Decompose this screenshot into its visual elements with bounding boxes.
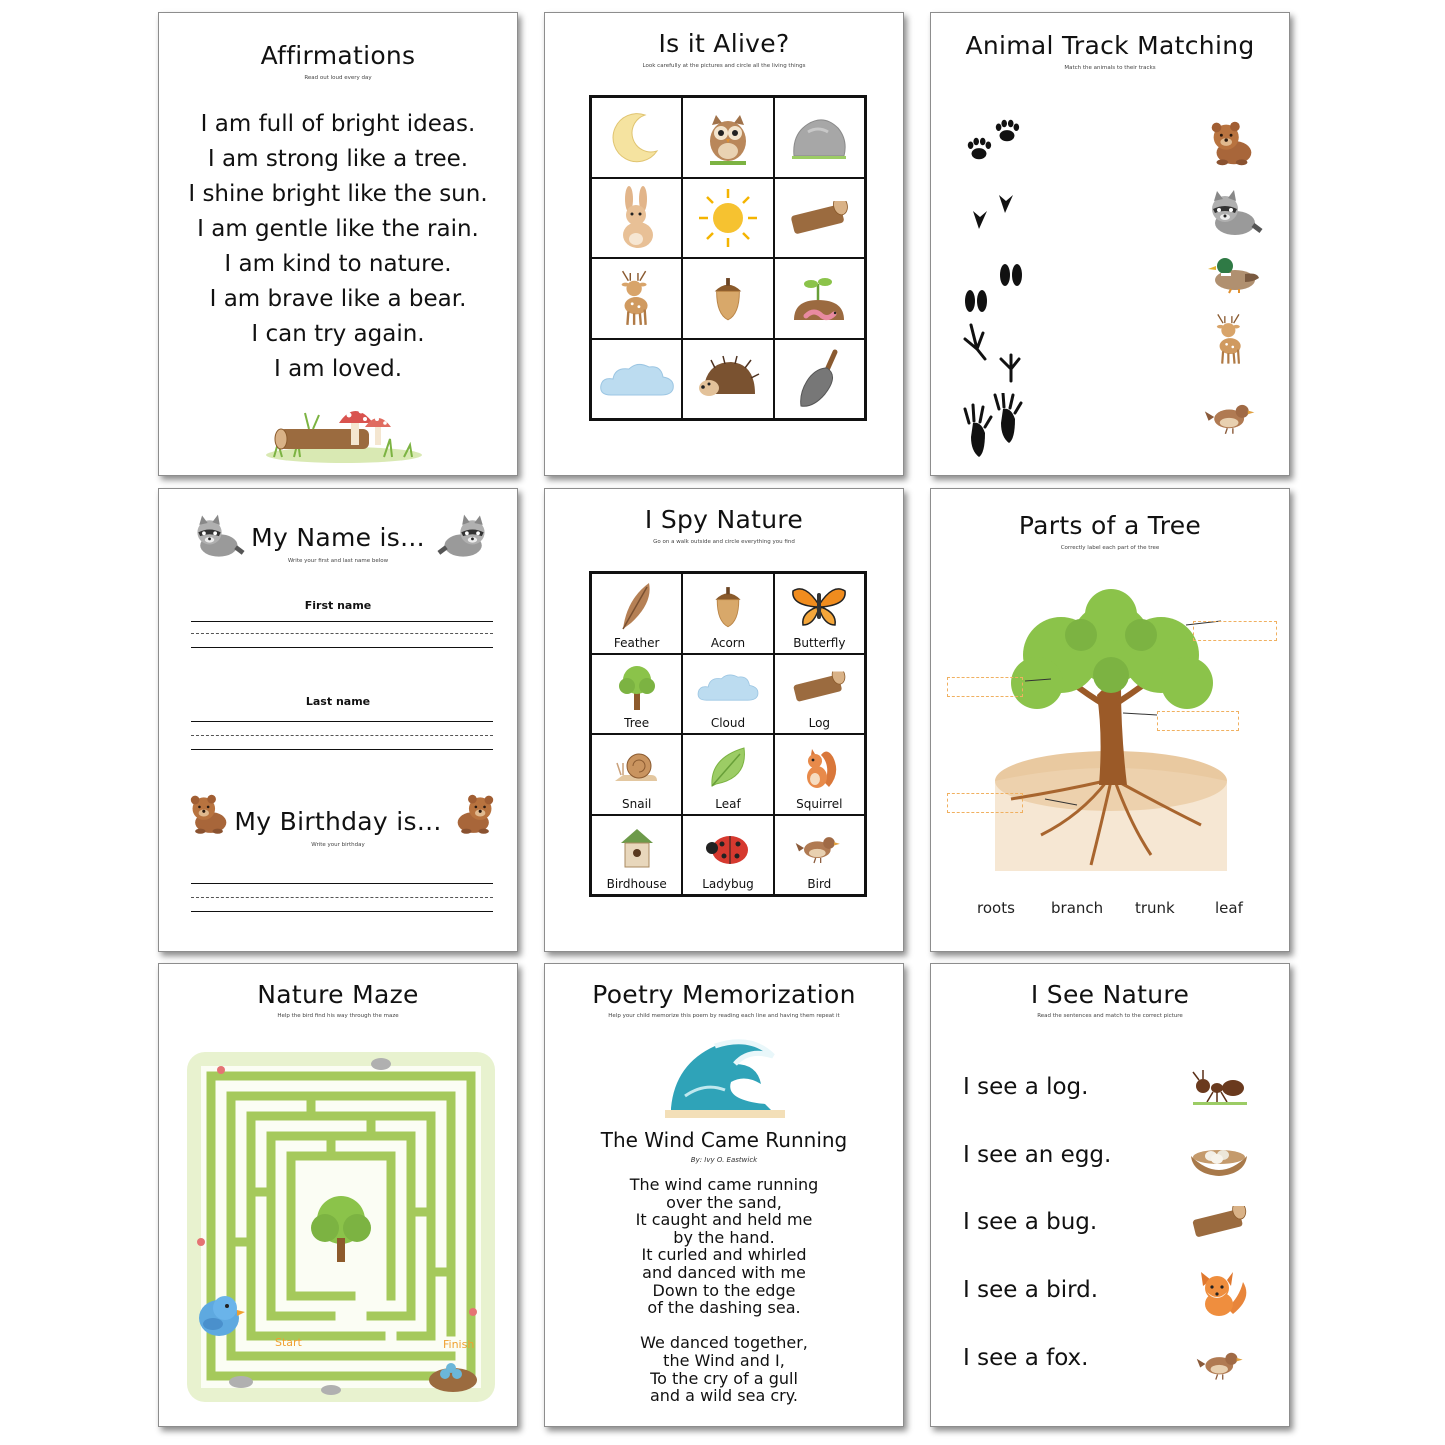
cloud-icon [695, 670, 761, 704]
grid-cell[interactable] [774, 178, 865, 259]
spy-grid [589, 571, 867, 897]
grid-cell[interactable] [591, 654, 682, 735]
birthday-title: My Birthday is... [234, 807, 442, 836]
parts-of-tree-card [930, 488, 1290, 952]
page-subtitle: Match the animals to their tracks [1064, 65, 1156, 71]
duck-track-icon [965, 191, 1025, 237]
tree-icon [615, 662, 659, 712]
grid-cell[interactable] [774, 97, 865, 178]
bunny-icon [612, 185, 662, 251]
poem-body [545, 1176, 903, 1405]
page-title: Animal Track Matching [965, 31, 1255, 60]
first-name-baseline [191, 647, 493, 648]
grid-cell[interactable] [682, 178, 773, 259]
cell-label: Snail [622, 796, 652, 811]
cloud-icon [597, 359, 677, 399]
page-title: I Spy Nature [644, 505, 804, 534]
snail-icon [613, 749, 661, 785]
birthday-baseline [191, 911, 493, 912]
branch-label-box[interactable] [947, 677, 1023, 697]
cell-label: Squirrel [796, 796, 843, 811]
log-icon [785, 196, 853, 240]
butterfly-icon [791, 583, 847, 629]
grid-cell[interactable] [774, 734, 865, 815]
i-see-nature-card [930, 963, 1290, 1427]
ant-icon[interactable] [1189, 1068, 1251, 1108]
poem-line: To the cry of a gull [650, 1368, 798, 1388]
grid-cell[interactable] [682, 97, 773, 178]
mushroom-log-icon [249, 399, 439, 463]
acorn-icon [709, 273, 747, 323]
page-title: Parts of a Tree [1018, 511, 1202, 540]
grid-cell[interactable] [682, 573, 773, 654]
nature-maze-card [158, 963, 518, 1427]
cell-label: Log [808, 716, 831, 730]
moon-icon [609, 109, 665, 165]
duck-icon [1205, 253, 1265, 295]
fox-icon[interactable] [1193, 1268, 1249, 1318]
nest-icon[interactable] [1187, 1140, 1251, 1180]
deer-icon [613, 267, 661, 329]
word-trunk[interactable]: trunk [1135, 899, 1175, 917]
affirmation-line: I am kind to nature. [224, 251, 452, 277]
last-name-label: Last name [305, 695, 371, 708]
squirrel-icon [799, 743, 839, 791]
sentence[interactable]: I see a bird. [963, 1277, 1099, 1303]
i-spy-nature-card [544, 488, 904, 952]
poem-line: It curled and whirled [641, 1245, 807, 1265]
word-branch[interactable]: branch [1051, 899, 1104, 917]
feather-icon [617, 579, 657, 633]
grid-cell[interactable] [591, 258, 682, 339]
grid-cell[interactable] [682, 654, 773, 735]
grid-cell[interactable] [774, 654, 865, 735]
cell-label: Cloud [710, 716, 746, 730]
last-name-guide [191, 735, 493, 736]
acorn-icon [710, 583, 746, 629]
cell-label: Feather [613, 635, 660, 650]
animal-track-matching-card [930, 12, 1290, 476]
page-title: I See Nature [1030, 980, 1190, 1009]
poem-line: by the hand. [673, 1227, 775, 1247]
poem-title: The Wind Came Running [600, 1128, 848, 1152]
owl-icon [700, 107, 756, 167]
rock-icon [788, 112, 850, 162]
grid-cell[interactable] [682, 258, 773, 339]
grid-cell[interactable] [591, 573, 682, 654]
page-title: Poetry Memorization [592, 980, 856, 1009]
poem-line: The wind came running [629, 1175, 819, 1194]
poem-author: By: Ivy O. Eastwick [690, 1156, 758, 1164]
maze-finish-label: Finish [443, 1338, 475, 1351]
affirmation-list [159, 107, 517, 387]
hedgehog-icon [695, 354, 761, 404]
deer-track-icon [961, 253, 1031, 317]
birthday-subtitle: Write your birthday [311, 842, 365, 848]
poem-line: over the sand, [666, 1192, 782, 1212]
birthday-guide [191, 897, 493, 898]
grid-cell[interactable] [774, 815, 865, 896]
affirmation-line: I am strong like a tree. [207, 146, 469, 172]
last-name-line[interactable] [191, 721, 493, 722]
affirmation-line: I am brave like a bear. [209, 286, 467, 312]
page-subtitle: Write your first and last name below [287, 558, 389, 564]
page-subtitle: Go on a walk outside and circle everything you find [653, 539, 795, 545]
page-subtitle: Read out loud every day [304, 75, 372, 81]
trunk-label-box[interactable] [1157, 711, 1239, 731]
raccoon-icon [1203, 189, 1263, 239]
poem-line: and a wild sea cry. [649, 1386, 798, 1406]
poem-line: the Wind and I, [663, 1350, 785, 1370]
sentence[interactable]: I see a fox. [963, 1345, 1089, 1371]
bird-icon[interactable] [1195, 1346, 1247, 1382]
page-title: Nature Maze [257, 980, 419, 1009]
bear-track-icon [965, 117, 1025, 167]
is-it-alive-card [544, 12, 904, 476]
birthday-line[interactable] [191, 883, 493, 884]
affirmation-line: I am full of bright ideas. [200, 111, 476, 137]
sentence[interactable]: I see a log. [963, 1074, 1089, 1100]
affirmation-line: I can try again. [251, 321, 425, 347]
cell-label: Bird [807, 877, 832, 891]
ladybug-icon [704, 830, 752, 866]
page-subtitle: Read the sentences and match to the correct picture [1037, 1013, 1183, 1019]
deer-icon [1209, 311, 1253, 367]
maze-icon[interactable] [181, 1042, 501, 1410]
poem-line: and danced with me [642, 1262, 806, 1282]
log-icon[interactable] [1187, 1204, 1251, 1240]
my-name-card [158, 488, 518, 952]
poem-line: Down to the edge [652, 1280, 796, 1300]
worm-icon [788, 270, 850, 326]
page-subtitle: Look carefully at the pictures and circle all the living things [642, 63, 806, 69]
page-title: My Name is... [251, 523, 425, 552]
bird-icon [1203, 397, 1259, 437]
cell-label: Butterfly [793, 635, 846, 650]
leaf-icon [706, 744, 750, 790]
birdhouse-icon [617, 825, 657, 871]
alive-grid [589, 95, 867, 421]
cell-label: Leaf [715, 796, 741, 811]
affirmations-card [158, 12, 518, 476]
word-leaf[interactable]: leaf [1215, 899, 1243, 917]
roots-label-box[interactable] [947, 793, 1023, 813]
page-subtitle: Help your child memorize this poem by reading each line and having them repeat it [608, 1013, 840, 1019]
grid-cell[interactable] [774, 573, 865, 654]
trowel-icon [791, 348, 847, 410]
word-roots[interactable]: roots [977, 899, 1015, 917]
affirmation-line: I shine bright like the sun. [188, 181, 488, 207]
grid-cell[interactable] [591, 178, 682, 259]
first-name-line[interactable] [191, 621, 493, 622]
grid-cell[interactable] [591, 97, 682, 178]
poem-line: We danced together, [640, 1333, 808, 1353]
grid-cell[interactable] [682, 815, 773, 896]
bird-icon [794, 831, 844, 865]
first-name-guide [191, 633, 493, 634]
grid-cell[interactable] [774, 258, 865, 339]
grid-cell[interactable] [682, 734, 773, 815]
log-icon [788, 668, 850, 706]
sun-icon [697, 187, 759, 249]
cell-label: Birdhouse [606, 877, 667, 891]
wave-icon [665, 1034, 785, 1118]
grid-cell[interactable] [591, 339, 682, 420]
page-subtitle: Help the bird find his way through the maze [277, 1013, 399, 1019]
poem-line: of the dashing sea. [647, 1298, 801, 1318]
bear-icon [1203, 117, 1261, 167]
raccoon-track-icon [963, 393, 1027, 463]
page-title: Is it Alive? [658, 29, 790, 58]
first-name-label: First name [304, 599, 372, 612]
page-title: Affirmations [260, 41, 416, 70]
sentence[interactable]: I see a bug. [963, 1209, 1098, 1235]
grid-cell[interactable] [682, 339, 773, 420]
page-subtitle: Correctly label each part of the tree [1060, 545, 1160, 551]
poetry-card [544, 963, 904, 1427]
poem-line: It caught and held me [635, 1210, 813, 1230]
affirmation-line: I am gentle like the rain. [197, 216, 479, 242]
grid-cell[interactable] [774, 339, 865, 420]
grid-cell[interactable] [591, 734, 682, 815]
leaf-label-box[interactable] [1193, 621, 1277, 641]
cell-label: Acorn [710, 635, 746, 650]
affirmation-line: I am loved. [273, 356, 403, 382]
sentence[interactable]: I see an egg. [963, 1142, 1112, 1168]
bird-track-icon [961, 319, 1031, 385]
grid-cell[interactable] [591, 815, 682, 896]
cell-label: Ladybug [702, 877, 754, 891]
cell-label: Tree [624, 716, 650, 730]
maze-start-label: Start [275, 1336, 302, 1349]
last-name-baseline [191, 749, 493, 750]
